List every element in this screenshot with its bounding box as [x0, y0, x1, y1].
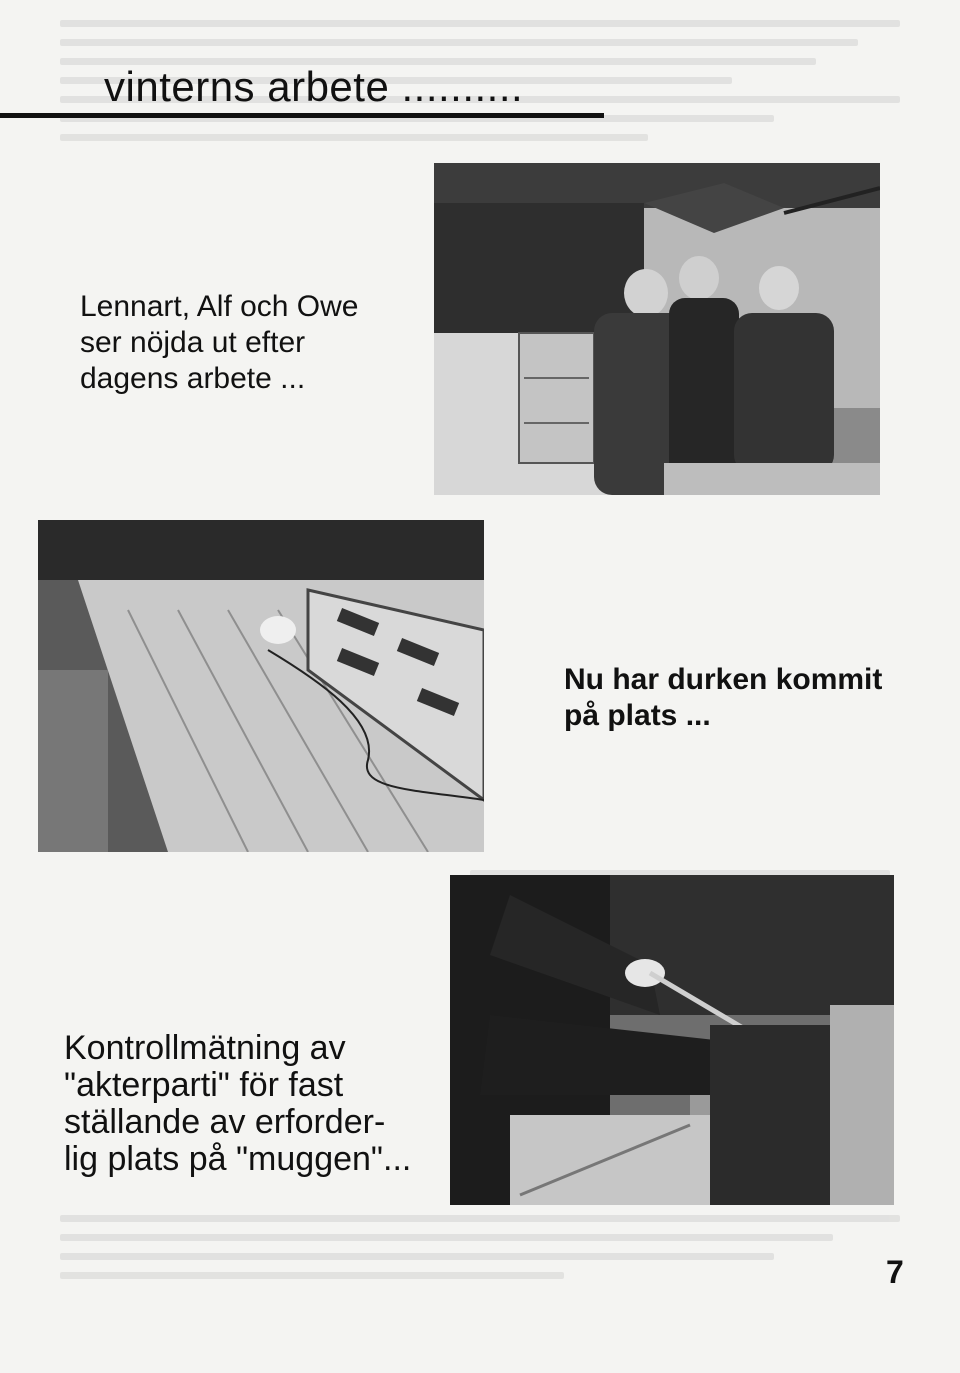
caption-line: Nu har durken kommit [564, 663, 883, 696]
caption-line: Kontrollmätning av [64, 1029, 346, 1067]
photo-deck-floor [38, 520, 484, 852]
caption-line: dagens arbete ... [80, 362, 306, 395]
title-underline [0, 113, 604, 118]
photo-measuring [450, 875, 894, 1205]
caption-measuring [64, 1030, 411, 1178]
caption-deck-floor [564, 662, 882, 734]
page-title: vinterns arbete .......... [104, 63, 524, 110]
caption-line: Lennart, Alf och Owe [80, 290, 359, 323]
page-number: 7 [886, 1254, 904, 1290]
photo-three-men [434, 163, 880, 495]
caption-line: ställande av erforder- [64, 1103, 386, 1141]
caption-line: på plats ... [564, 699, 711, 732]
caption-line: lig plats på "muggen"... [64, 1140, 412, 1178]
caption-line: ser nöjda ut efter [80, 326, 306, 359]
bleed-through-text [60, 1215, 900, 1291]
caption-line: "akterparti" för fast [64, 1066, 344, 1104]
caption-three-men [80, 289, 359, 397]
